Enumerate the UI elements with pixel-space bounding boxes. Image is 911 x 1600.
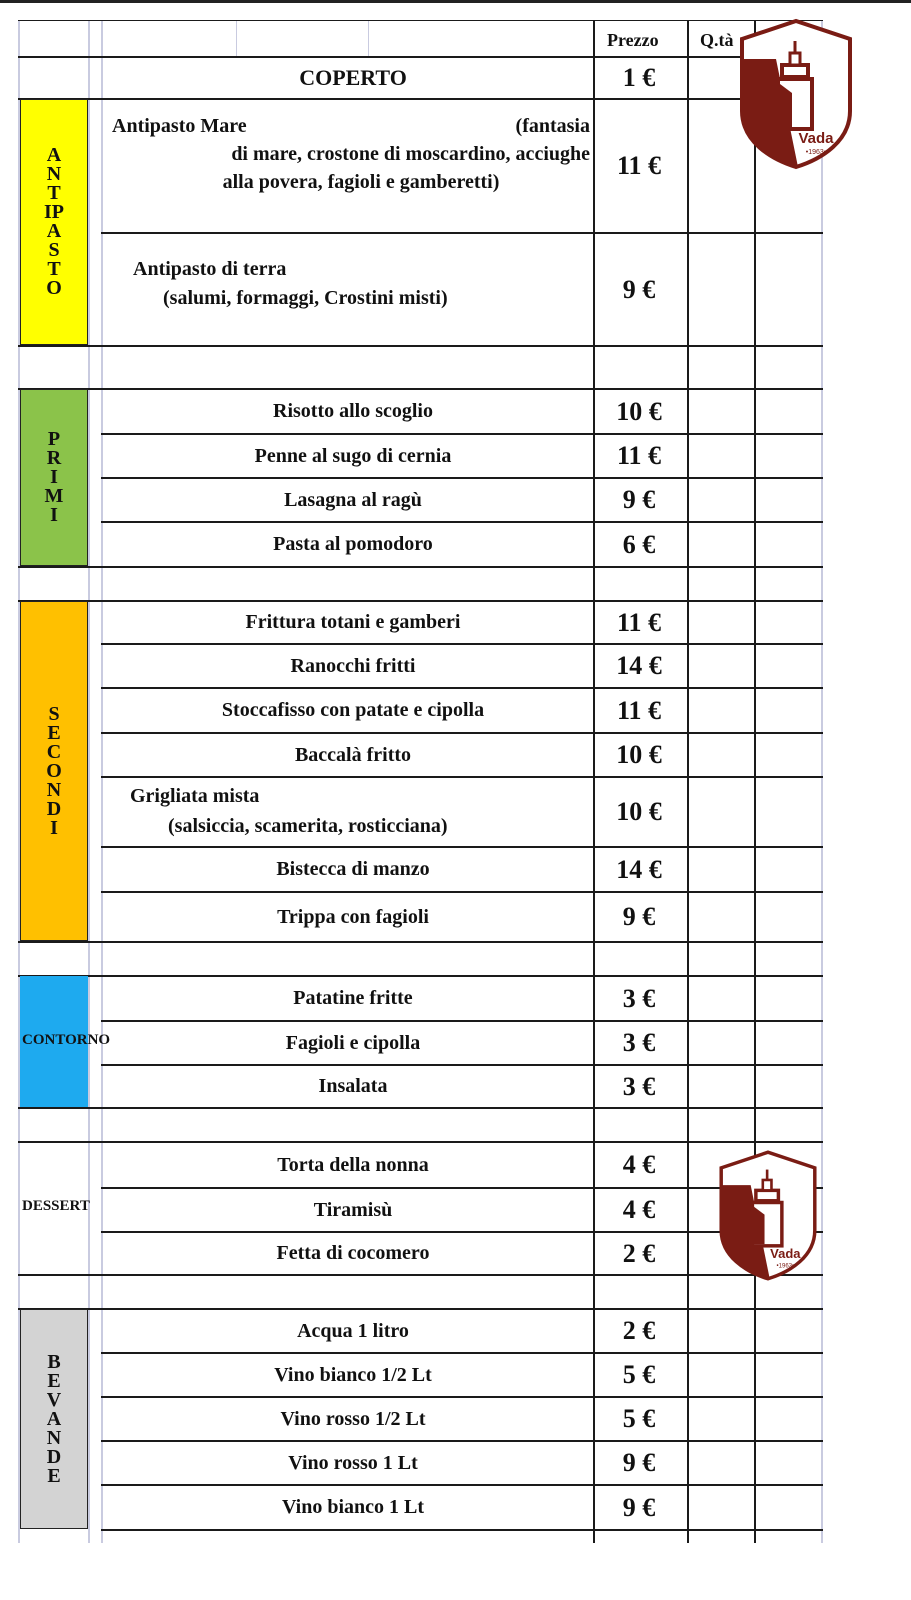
grid-vline bbox=[236, 20, 237, 56]
grid-hline bbox=[101, 776, 823, 778]
menu-item-price: 14 € bbox=[616, 651, 662, 680]
menu-item: Trippa con fagioli bbox=[277, 905, 429, 928]
menu-item: Vino rosso 1/2 Lt bbox=[280, 1407, 426, 1430]
grid-hline bbox=[18, 345, 823, 347]
menu-item: Ranocchi fritti bbox=[290, 654, 416, 677]
menu-item: Vino rosso 1 Lt bbox=[288, 1451, 418, 1474]
menu-item-price: 11 € bbox=[616, 607, 662, 637]
category-label: BEVANDE bbox=[46, 1350, 62, 1487]
coperto-price: 1 € bbox=[622, 63, 656, 92]
grid-hline bbox=[18, 98, 823, 100]
menu-item: Lasagna al ragù bbox=[284, 488, 422, 511]
menu-item-price: 2 € bbox=[622, 1316, 656, 1345]
menu-item-price: 11 € bbox=[616, 151, 662, 180]
grid-vline bbox=[88, 20, 90, 1543]
menu-item: Insalata bbox=[318, 1075, 388, 1097]
menu-item-price: 14 € bbox=[616, 854, 662, 884]
category-bevande bbox=[20, 1309, 88, 1529]
menu-item: Fetta di cocomero bbox=[276, 1242, 430, 1264]
category-label: ANTIPASTO bbox=[44, 144, 64, 299]
menu-item: Fagioli e cipolla bbox=[285, 1031, 421, 1054]
menu-item-price: 9 € bbox=[622, 902, 656, 931]
item-name: Antipasto Mare bbox=[112, 115, 247, 137]
menu-item-price: 10 € bbox=[616, 797, 662, 826]
grid-vline bbox=[754, 20, 756, 1543]
top-border bbox=[0, 0, 911, 3]
menu-item-price: 10 € bbox=[616, 396, 662, 426]
menu-item: Patatine fritte bbox=[293, 987, 413, 1009]
item-description: (salumi, formaggi, Crostini misti) bbox=[163, 287, 448, 309]
grid-vline bbox=[821, 20, 823, 1543]
grid-vline bbox=[368, 20, 369, 56]
item-description: (fantasia bbox=[515, 115, 590, 137]
item-description: di mare, crostone di moscardino, acciughe bbox=[231, 143, 590, 165]
category-dessert-label: DESSERT bbox=[22, 1198, 90, 1214]
menu-item: Acqua 1 litro bbox=[297, 1319, 409, 1342]
menu-item: Risotto allo scoglio bbox=[273, 400, 433, 422]
grid-hline bbox=[18, 1274, 823, 1276]
menu-item-price: 9 € bbox=[622, 274, 656, 304]
menu-item-price: 4 € bbox=[622, 1195, 656, 1224]
menu-item-price: 6 € bbox=[622, 529, 656, 559]
menu-item-grigliata bbox=[130, 781, 590, 843]
vada-logo bbox=[716, 1147, 820, 1284]
menu-item-price: 5 € bbox=[622, 1404, 656, 1433]
logo-name: Vada bbox=[770, 1245, 801, 1261]
category-contorno-label: CONTORNO bbox=[22, 1032, 111, 1048]
menu-item-price: 3 € bbox=[622, 1071, 656, 1101]
category-secondi bbox=[20, 601, 88, 941]
item-description: alla povera, fagioli e gamberetti) bbox=[222, 171, 500, 193]
price-column-header: Prezzo bbox=[607, 29, 659, 50]
grid-hline bbox=[18, 566, 823, 568]
grid-vline bbox=[687, 20, 689, 1543]
menu-item-price: 3 € bbox=[622, 983, 656, 1013]
vada-logo bbox=[736, 18, 856, 170]
menu-item: Pasta al pomodoro bbox=[273, 533, 433, 555]
logo-name: Vada bbox=[798, 130, 834, 147]
menu-item-price: 9 € bbox=[622, 485, 656, 514]
menu-item: Penne al sugo di cernia bbox=[254, 444, 452, 467]
coperto-label: COPERTO bbox=[299, 65, 407, 91]
grid-hline bbox=[18, 941, 823, 943]
menu-item-price: 3 € bbox=[622, 1028, 656, 1057]
grid-hline bbox=[18, 20, 823, 21]
grid-hline bbox=[18, 1107, 823, 1109]
category-label: PRIMI bbox=[44, 428, 64, 526]
grid-hline bbox=[101, 1529, 823, 1531]
menu-item-price: 9 € bbox=[622, 1448, 656, 1477]
menu-item: Vino bianco 1 Lt bbox=[281, 1496, 425, 1518]
grid-hline bbox=[101, 232, 823, 234]
menu-item: Baccalà fritto bbox=[294, 743, 412, 766]
category-antipasto bbox=[20, 99, 88, 345]
menu-item: Frittura totani e gamberi bbox=[245, 611, 461, 633]
menu-item: Bistecca di manzo bbox=[276, 858, 430, 880]
category-label: SECONDI bbox=[46, 702, 62, 839]
item-description: (salsiccia, scamerita, rosticciana) bbox=[168, 815, 448, 837]
menu-item: Vino bianco 1/2 Lt bbox=[274, 1363, 432, 1386]
menu-item-price: 4 € bbox=[622, 1150, 656, 1179]
menu-item-price: 2 € bbox=[622, 1238, 656, 1268]
menu-item: Tiramisù bbox=[313, 1198, 393, 1221]
menu-item-price: 11 € bbox=[616, 695, 662, 725]
menu-item-price: 11 € bbox=[616, 441, 662, 470]
item-name: Antipasto di terra bbox=[133, 258, 287, 280]
quantity-column-header: Q.tà bbox=[700, 29, 734, 50]
menu-item: Stoccafisso con patate e cipolla bbox=[221, 699, 485, 721]
menu-item-antipasto-mare bbox=[112, 112, 590, 217]
menu-item-price: 5 € bbox=[622, 1360, 656, 1389]
item-name: Grigliata mista bbox=[130, 785, 260, 807]
grid-vline bbox=[101, 20, 103, 1543]
category-primi bbox=[20, 389, 88, 566]
menu-item-price: 10 € bbox=[616, 740, 662, 769]
menu-item-price: 9 € bbox=[622, 1492, 656, 1522]
logo-year: •1963• bbox=[776, 1263, 795, 1270]
menu-item-antipasto-terra bbox=[133, 255, 583, 325]
menu-item: Torta della nonna bbox=[277, 1153, 429, 1176]
logo-year: •1963• bbox=[805, 149, 827, 156]
